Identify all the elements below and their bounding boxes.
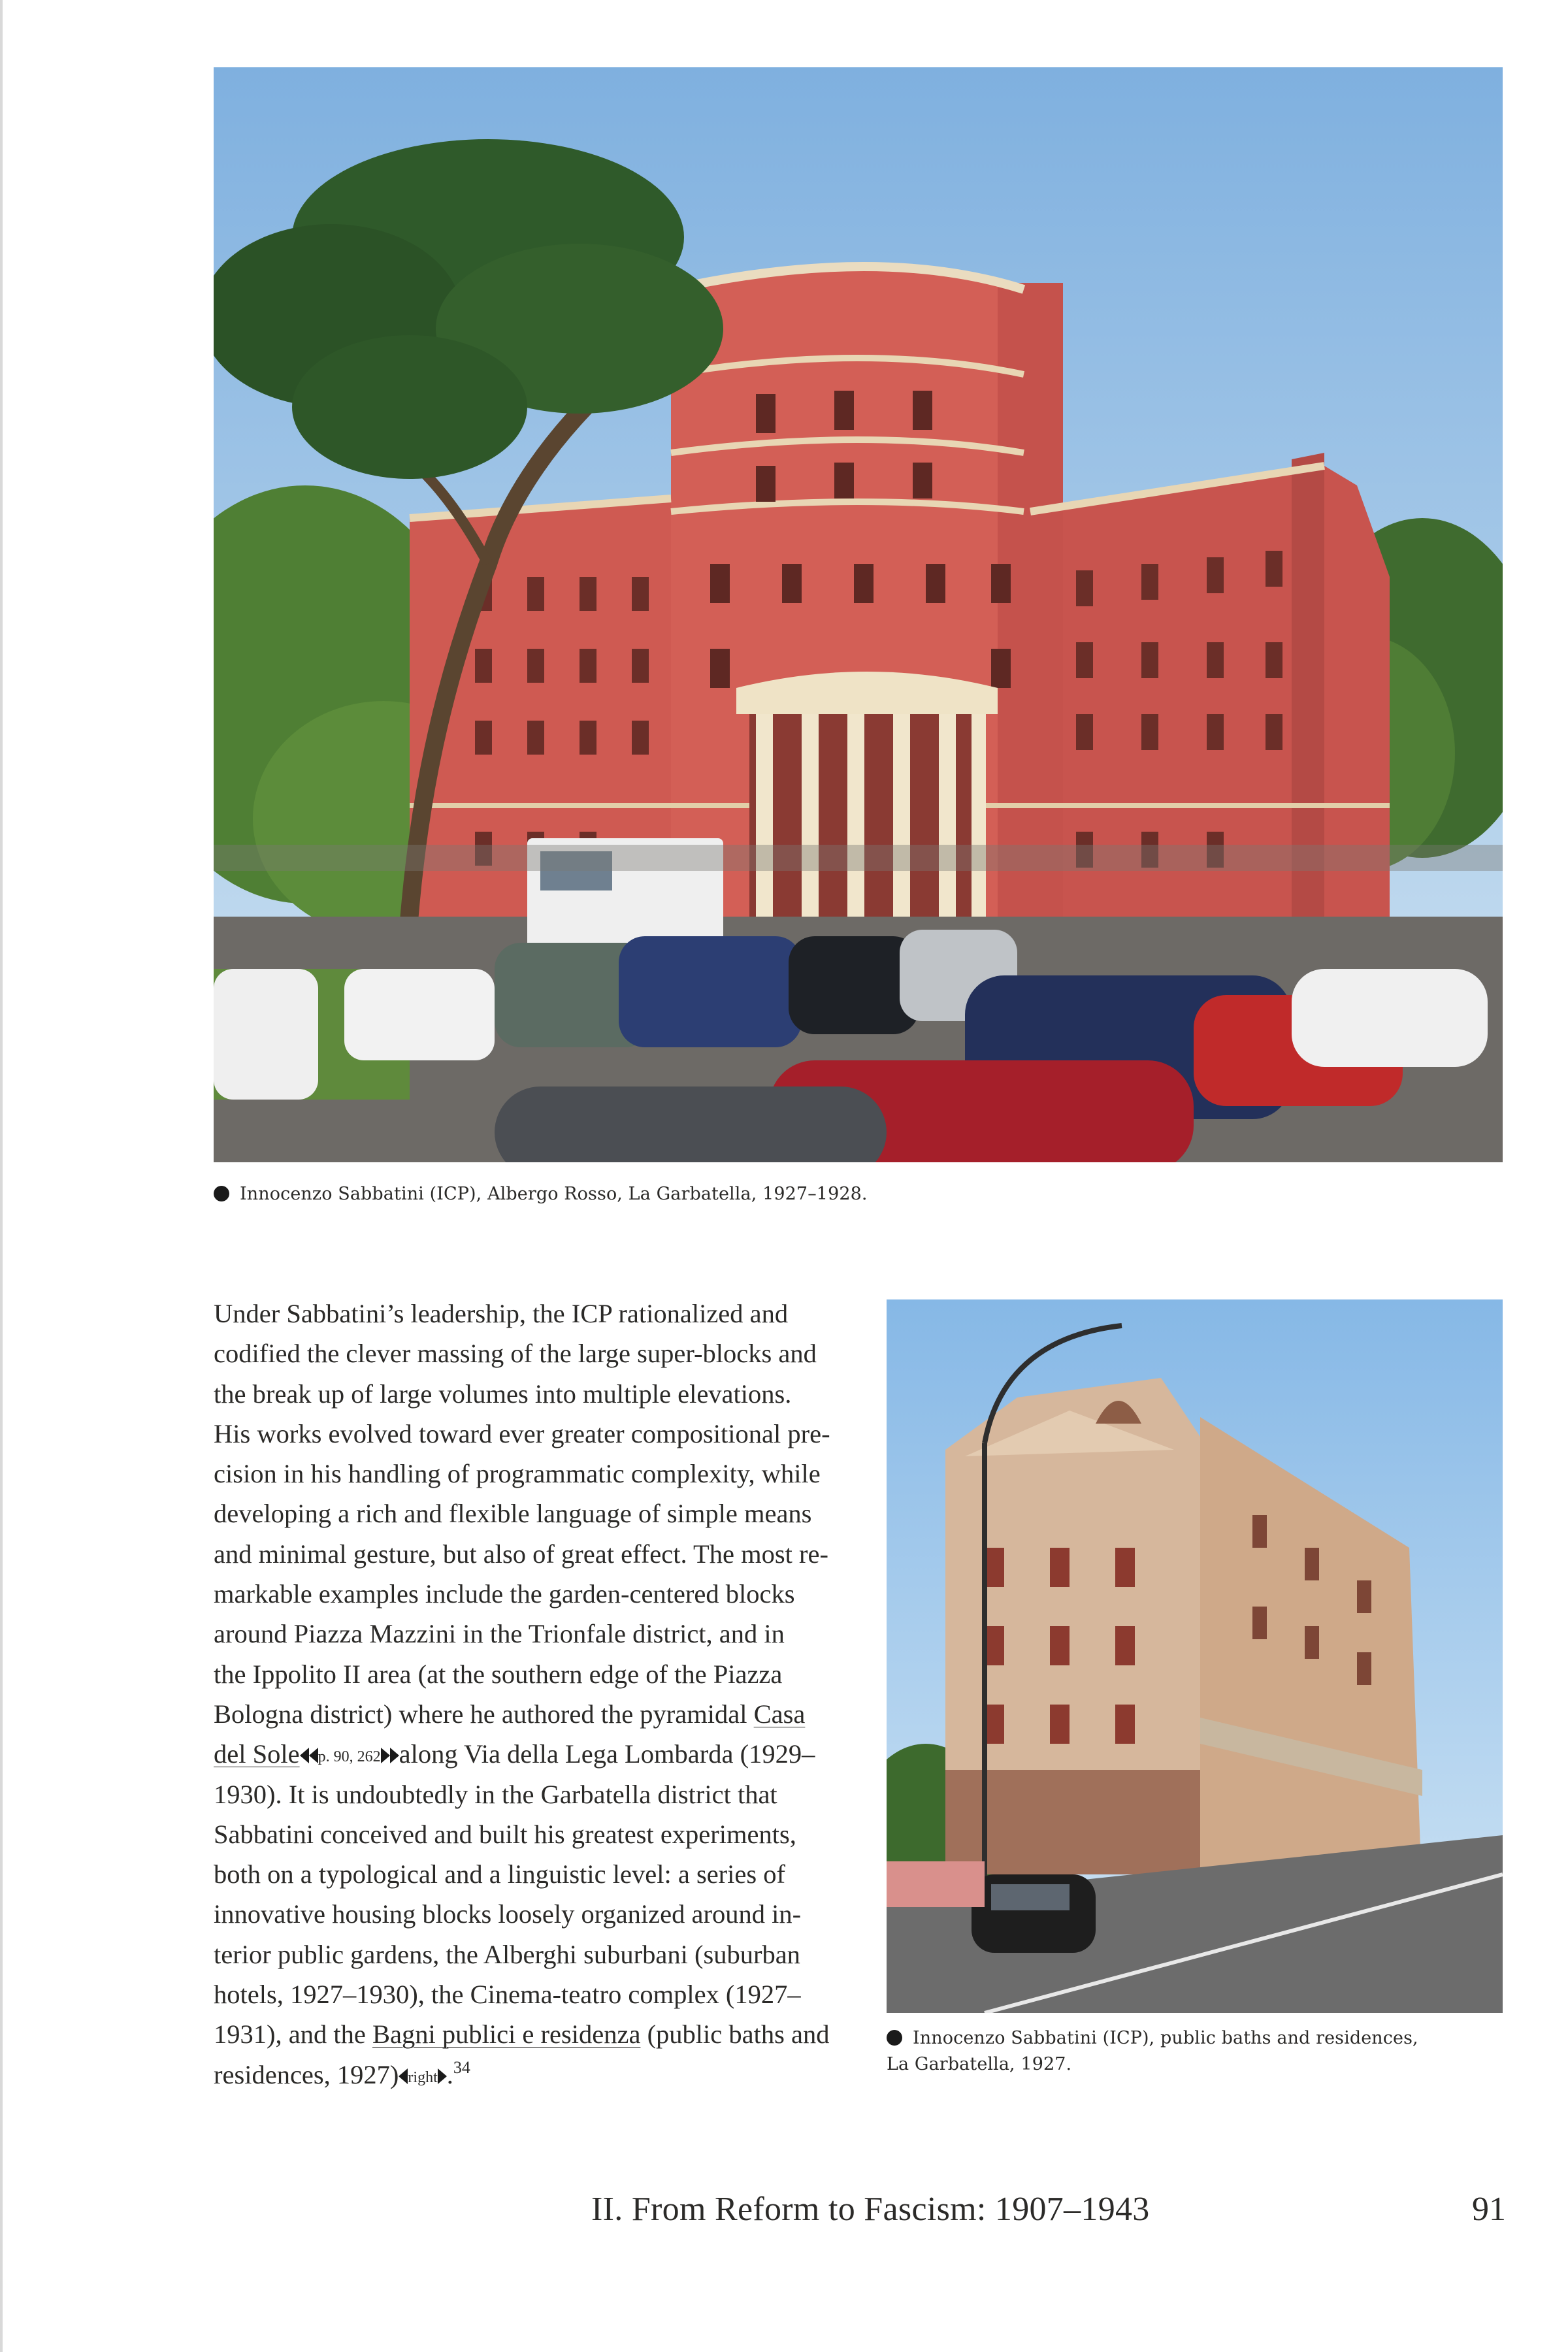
- figure-top-caption-text: Innocenzo Sabbatini (ICP), Albergo Rosso, La Garbatella, 1927–1928.: [240, 1184, 868, 1204]
- footnote-marker[interactable]: 34: [453, 2057, 470, 2077]
- triangle-right-icon: [438, 2068, 447, 2084]
- photo-public-baths: [887, 1299, 1503, 2013]
- cross-reference-1-text: p. 90, 262: [318, 1748, 381, 1766]
- triangle-left-icon: [309, 1748, 318, 1763]
- body-text-part2: along Via della Lega Lombarda (1929– 1930). It is undoubtedly in the Garbatella district that Sabbatini conceived and built his greatest experiments, both on a typological and a linguistic level: a series of innovative housing blocks loosely organized around in- terior public gardens, the Alberghi suburbani (suburban hotels, 1927–1930), the Cinema-teatro complex (1927– 1931), and the: [214, 1739, 815, 2050]
- albergo-rosso-illustration: [214, 67, 1503, 1162]
- triangle-left-icon: [300, 1748, 309, 1763]
- public-baths-illustration: [887, 1299, 1503, 2013]
- running-head: II. From Reform to Fascism: 1907–1943: [591, 2191, 1150, 2228]
- figure-right-caption-line1: Innocenzo Sabbatini (ICP), public baths and residences,: [913, 2028, 1418, 2048]
- triangle-left-icon: [399, 2068, 408, 2084]
- triangle-right-icon: [390, 1748, 399, 1763]
- body-text-part1: Under Sabbatini’s leadership, the ICP rationalized and codified the clever massing of the large super-blocks and the break up of large volumes into multiple elevations. His works evolved toward ever greater compositional pre- cision in his handling of programmatic complexity, while developing a rich and flexible language of simple means and minimal gesture, but also of great effect. The most re- markable examples include the garden-centered blocks around Piazza Mazzini in the Trionfale district, and in the Ippolito II area (at the southern edge of the Piazza Bologna district) where he authored the pyramidal: [214, 1299, 830, 1729]
- body-text-part3: (public baths and residences, 1927): [214, 2019, 830, 2089]
- link-casa-del-sole-1[interactable]: Casa: [753, 1699, 806, 1729]
- page-number: 91: [1472, 2191, 1506, 2228]
- cross-reference-1[interactable]: [300, 1748, 399, 1765]
- figure-right-caption: [887, 2025, 1514, 2078]
- bullet-dot-icon: [887, 2030, 902, 2046]
- link-bagni-publici[interactable]: Bagni publici e residenza: [372, 2019, 641, 2050]
- figure-right-caption-line1-row: [887, 2025, 1514, 2051]
- figure-top-caption: [214, 1181, 868, 1207]
- cross-reference-2-text: right: [408, 2068, 438, 2086]
- bullet-dot-icon: [214, 1186, 229, 1201]
- figure-right-caption-line2: La Garbatella, 1927.: [887, 2054, 1072, 2074]
- cross-reference-2[interactable]: [399, 2068, 446, 2085]
- triangle-right-icon: [381, 1748, 390, 1763]
- photo-albergo-rosso: [214, 67, 1503, 1162]
- page-edge: [0, 0, 3, 2352]
- body-paragraph: [214, 1294, 830, 2095]
- link-casa-del-sole-2[interactable]: del Sole: [214, 1739, 300, 1769]
- body-text-part4: .: [446, 2059, 453, 2089]
